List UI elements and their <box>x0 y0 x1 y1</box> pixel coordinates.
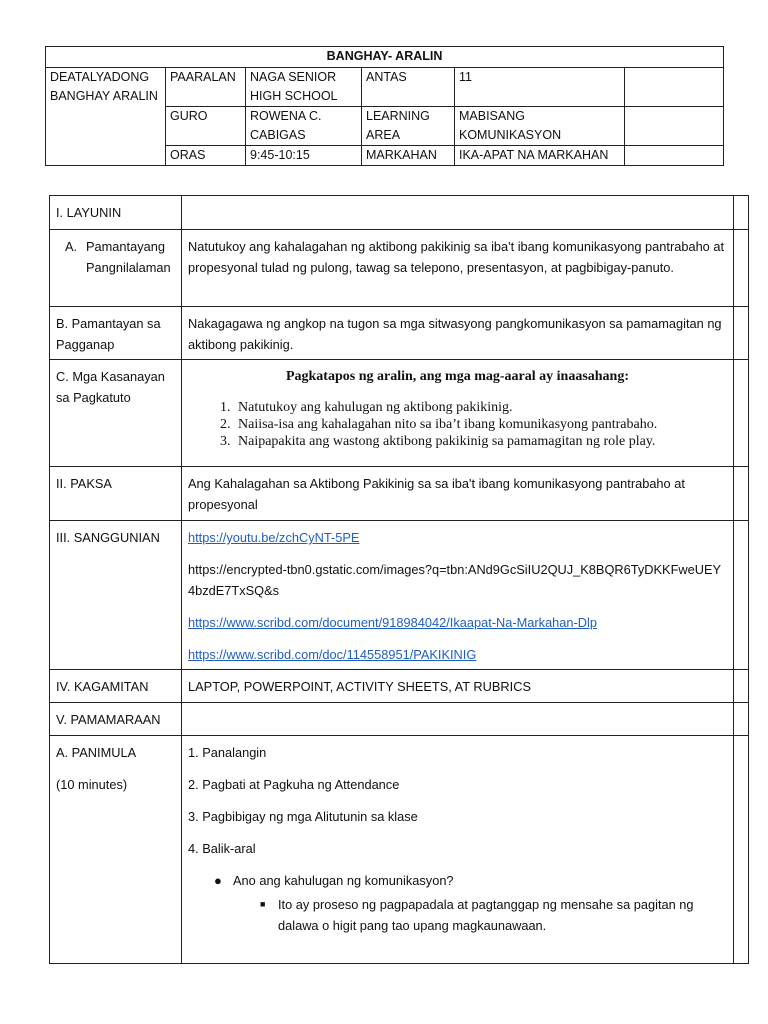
pamamaraan-content <box>182 703 734 736</box>
reference-link-scribd-doc[interactable]: https://www.scribd.com/doc/114558951/PAKIKINIG <box>188 647 477 662</box>
value-paaralan: NAGA SENIOR HIGH SCHOOL <box>246 68 362 107</box>
value-markahan: IKA-APAT NA MARKAHAN <box>455 146 625 166</box>
value-guro: ROWENA C. CABIGAS <box>246 107 362 146</box>
lesson-plan-table <box>49 195 749 964</box>
side-cell <box>734 360 749 467</box>
reference-link-youtube[interactable]: https://youtu.be/zchCyNT-5PE <box>188 530 360 545</box>
layunin-label: I. LAYUNIN <box>50 196 182 230</box>
review-question <box>214 870 727 891</box>
panimula-time: (10 minutes) <box>56 777 128 792</box>
pamantayang-pangnilalaman-label <box>50 230 182 307</box>
pamantayan-pagganap-text: Nakagagawa ng angkop na tugon sa mga sitwasyong pangkomunikasyon sa pamamagitan ng aktibong pakikinig. <box>182 307 734 360</box>
paksa-label: II. PAKSA <box>50 467 182 521</box>
value-learning-area: MABISANG KOMUNIKASYON <box>455 107 625 146</box>
step-item: 4. Balik-aral <box>188 841 256 856</box>
side-cell <box>734 521 749 670</box>
step-item: 3. Pagbibigay ng mga Alitutunin sa klase <box>188 809 418 824</box>
review-answer-text: Ito ay proseso ng pagpapadala at pagtanggap ng mensahe sa pagitan ng dalawa o higit pang tao upang magkaunawaan. <box>278 897 694 933</box>
pamantayan-pagganap-label: B. Pamantayan sa Pagganap <box>50 307 182 360</box>
panimula-label-cell <box>50 736 182 964</box>
document-title: BANGHAY- ARALIN <box>46 47 724 68</box>
value-antas: 11 <box>455 68 625 107</box>
list-letter: A. <box>64 239 78 254</box>
side-cell <box>734 196 749 230</box>
value-oras: 9:45-10:15 <box>246 146 362 166</box>
bullet-icon: ● <box>214 873 222 888</box>
side-cell <box>734 736 749 964</box>
panimula-label: A. PANIMULA <box>56 745 137 760</box>
sanggunian-label: III. SANGGUNIAN <box>50 521 182 670</box>
paksa-text: Ang Kahalagahan sa Aktibong Pakikinig sa sa iba't ibang komunikasyong pantrabaho at propesyonal <box>182 467 734 521</box>
step-item: 1. Panalangin <box>188 745 267 760</box>
label-oras: ORAS <box>166 146 246 166</box>
kasanayan-intro: Pagkatapos ng aralin, ang mga mag-aaral ay inaasahang: <box>285 369 630 384</box>
side-cell <box>734 703 749 736</box>
kasanayan-label: C. Mga Kasanayan sa Pagkatuto <box>50 360 182 467</box>
side-cell <box>734 467 749 521</box>
review-question-text: Ano ang kahulugan ng komunikasyon? <box>233 873 454 888</box>
label-text: Pamantayang Pangnilalaman <box>86 239 171 275</box>
reference-url-image: https://encrypted-tbn0.gstatic.com/images?q=tbn:ANd9GcSiIU2QUJ_K8BQR6TyDKKFweUEY4bzdE7TxSQ&s <box>188 562 722 598</box>
side-cell <box>734 670 749 703</box>
label-paaralan: PAARALAN <box>166 68 246 107</box>
sanggunian-content <box>182 521 734 670</box>
reference-link-scribd-document[interactable]: https://www.scribd.com/document/918984042/Ikaapat-Na-Markahan-Dlp <box>188 615 597 630</box>
kagamitan-label: IV. KAGAMITAN <box>50 670 182 703</box>
pamantayang-pangnilalaman-text: Natutukoy ang kahalagahan ng aktibong pakikinig sa iba't ibang komunikasyong pantrabaho at propesyonal tulad ng pulong, tawag sa telepono, presentasyon, at pagbibigay-panuto. <box>182 230 734 307</box>
kagamitan-text: LAPTOP, POWERPOINT, ACTIVITY SHEETS, AT RUBRICS <box>182 670 734 703</box>
objective-item: 2. Naiisa-isa ang kahalagahan nito sa iba’t ibang komunikasyong pantrabaho. <box>234 416 727 433</box>
objectives-list <box>188 399 727 450</box>
empty-cell <box>625 146 724 166</box>
layunin-content <box>182 196 734 230</box>
objective-item: 3. Naipapakita ang wastong aktibong pakikinig sa pamamagitan ng role play. <box>234 433 727 450</box>
label-markahan: MARKAHAN <box>362 146 455 166</box>
kasanayan-content <box>182 360 734 467</box>
pamamaraan-label: V. PAMAMARAAN <box>50 703 182 736</box>
label-guro: GURO <box>166 107 246 146</box>
label-antas: ANTAS <box>362 68 455 107</box>
square-bullet-icon: ■ <box>260 899 266 909</box>
empty-cell <box>625 107 724 146</box>
document-type: DEATALYADONG BANGHAY ARALIN <box>46 68 166 166</box>
side-cell <box>734 307 749 360</box>
step-item: 2. Pagbati at Pagkuha ng Attendance <box>188 777 400 792</box>
header-table <box>45 46 724 166</box>
label-learning-area: LEARNING AREA <box>362 107 455 146</box>
side-cell <box>734 230 749 307</box>
review-answer <box>260 894 727 936</box>
objective-item: 1. Natutukoy ang kahulugan ng aktibong pakikinig. <box>234 399 727 416</box>
panimula-content <box>182 736 734 964</box>
empty-cell <box>625 68 724 107</box>
